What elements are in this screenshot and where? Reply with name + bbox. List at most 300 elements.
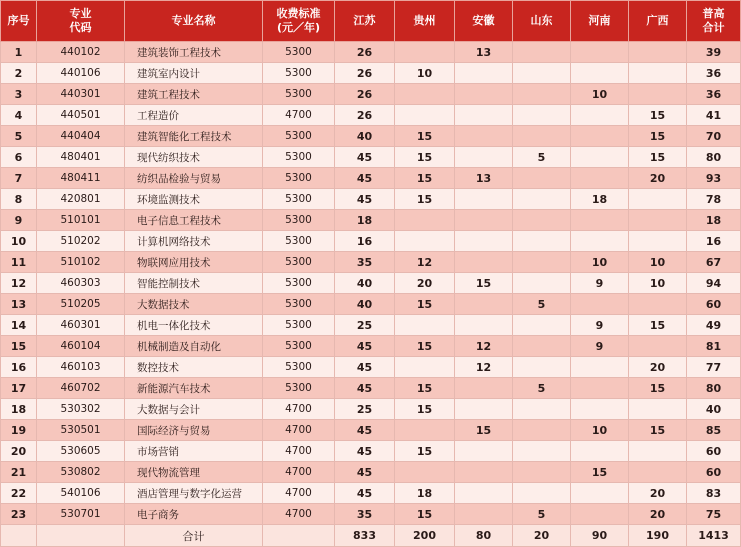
cell-code: 460301 xyxy=(37,315,125,336)
header-anhui: 安徽 xyxy=(455,1,513,42)
cell-guangxi: 15 xyxy=(629,105,687,126)
cell-shandong xyxy=(513,210,571,231)
cell-jiangsu: 40 xyxy=(335,294,395,315)
table-row xyxy=(1,315,741,336)
cell-total: 16 xyxy=(687,231,741,252)
cell-guizhou: 15 xyxy=(395,189,455,210)
cell-fee: 4700 xyxy=(263,462,335,483)
cell-seq: 13 xyxy=(1,294,37,315)
cell-total: 39 xyxy=(687,42,741,63)
table-row xyxy=(1,42,741,63)
table-row xyxy=(1,483,741,504)
cell-henan xyxy=(571,378,629,399)
cell-code: 480401 xyxy=(37,147,125,168)
cell-fee: 5300 xyxy=(263,357,335,378)
totals-fee xyxy=(263,525,335,547)
cell-code: 460104 xyxy=(37,336,125,357)
cell-total: 70 xyxy=(687,126,741,147)
cell-total: 80 xyxy=(687,378,741,399)
cell-anhui: 12 xyxy=(455,357,513,378)
cell-anhui xyxy=(455,462,513,483)
cell-guizhou: 15 xyxy=(395,378,455,399)
cell-total: 36 xyxy=(687,84,741,105)
totals-label: 合计 xyxy=(125,525,263,547)
cell-guizhou: 15 xyxy=(395,168,455,189)
cell-anhui: 13 xyxy=(455,42,513,63)
cell-name: 机电一体化技术 xyxy=(125,315,263,336)
cell-anhui xyxy=(455,399,513,420)
header-seq: 序号 xyxy=(1,1,37,42)
cell-seq: 6 xyxy=(1,147,37,168)
cell-jiangsu: 45 xyxy=(335,189,395,210)
cell-anhui: 12 xyxy=(455,336,513,357)
cell-shandong xyxy=(513,462,571,483)
table-row xyxy=(1,420,741,441)
cell-shandong: 5 xyxy=(513,294,571,315)
cell-shandong xyxy=(513,189,571,210)
header-total-line2: 合计 xyxy=(702,21,725,34)
cell-name: 国际经济与贸易 xyxy=(125,420,263,441)
table-row xyxy=(1,441,741,462)
cell-shandong: 5 xyxy=(513,504,571,525)
cell-henan: 10 xyxy=(571,84,629,105)
cell-name: 酒店管理与数字化运营 xyxy=(125,483,263,504)
cell-seq: 10 xyxy=(1,231,37,252)
cell-seq: 1 xyxy=(1,42,37,63)
cell-anhui xyxy=(455,105,513,126)
cell-jiangsu: 35 xyxy=(335,252,395,273)
cell-fee: 5300 xyxy=(263,315,335,336)
cell-henan xyxy=(571,441,629,462)
cell-name: 电子信息工程技术 xyxy=(125,210,263,231)
cell-seq: 11 xyxy=(1,252,37,273)
cell-henan xyxy=(571,231,629,252)
cell-guangxi xyxy=(629,399,687,420)
table-header xyxy=(1,1,741,42)
cell-fee: 5300 xyxy=(263,378,335,399)
cell-jiangsu: 26 xyxy=(335,105,395,126)
cell-total: 36 xyxy=(687,63,741,84)
cell-shandong xyxy=(513,252,571,273)
totals-henan: 90 xyxy=(571,525,629,547)
cell-total: 60 xyxy=(687,462,741,483)
cell-seq: 8 xyxy=(1,189,37,210)
totals-guizhou: 200 xyxy=(395,525,455,547)
cell-henan xyxy=(571,357,629,378)
table-row xyxy=(1,105,741,126)
cell-guangxi: 20 xyxy=(629,357,687,378)
totals-anhui: 80 xyxy=(455,525,513,547)
table-row xyxy=(1,294,741,315)
cell-seq: 12 xyxy=(1,273,37,294)
cell-guangxi: 10 xyxy=(629,273,687,294)
cell-shandong xyxy=(513,357,571,378)
cell-name: 现代纺织技术 xyxy=(125,147,263,168)
cell-guizhou xyxy=(395,210,455,231)
cell-guizhou xyxy=(395,231,455,252)
cell-shandong xyxy=(513,231,571,252)
cell-fee: 5300 xyxy=(263,189,335,210)
cell-total: 85 xyxy=(687,420,741,441)
cell-shandong xyxy=(513,42,571,63)
cell-name: 新能源汽车技术 xyxy=(125,378,263,399)
totals-jiangsu: 833 xyxy=(335,525,395,547)
cell-henan: 9 xyxy=(571,273,629,294)
cell-name: 计算机网络技术 xyxy=(125,231,263,252)
cell-shandong xyxy=(513,84,571,105)
cell-total: 49 xyxy=(687,315,741,336)
cell-fee: 5300 xyxy=(263,252,335,273)
cell-anhui: 15 xyxy=(455,273,513,294)
cell-code: 440102 xyxy=(37,42,125,63)
table-row xyxy=(1,210,741,231)
cell-guizhou xyxy=(395,462,455,483)
cell-fee: 5300 xyxy=(263,294,335,315)
cell-name: 建筑工程技术 xyxy=(125,84,263,105)
cell-anhui xyxy=(455,231,513,252)
cell-fee: 4700 xyxy=(263,105,335,126)
header-code-line2: 代码 xyxy=(69,21,92,34)
table-row xyxy=(1,504,741,525)
cell-guangxi xyxy=(629,441,687,462)
cell-seq: 23 xyxy=(1,504,37,525)
cell-seq: 2 xyxy=(1,63,37,84)
cell-total: 83 xyxy=(687,483,741,504)
cell-code: 460103 xyxy=(37,357,125,378)
table-row xyxy=(1,231,741,252)
header-name: 专业名称 xyxy=(125,1,263,42)
cell-jiangsu: 40 xyxy=(335,273,395,294)
table-row xyxy=(1,63,741,84)
table-row xyxy=(1,357,741,378)
header-jiangsu: 江苏 xyxy=(335,1,395,42)
cell-total: 78 xyxy=(687,189,741,210)
cell-name: 电子商务 xyxy=(125,504,263,525)
cell-fee: 5300 xyxy=(263,126,335,147)
cell-name: 物联网应用技术 xyxy=(125,252,263,273)
cell-jiangsu: 25 xyxy=(335,399,395,420)
cell-anhui xyxy=(455,189,513,210)
cell-henan xyxy=(571,126,629,147)
cell-seq: 5 xyxy=(1,126,37,147)
cell-anhui: 15 xyxy=(455,420,513,441)
table-row xyxy=(1,189,741,210)
header-total xyxy=(687,1,741,42)
cell-code: 460303 xyxy=(37,273,125,294)
cell-fee: 4700 xyxy=(263,420,335,441)
cell-guangxi: 15 xyxy=(629,147,687,168)
cell-guizhou: 15 xyxy=(395,294,455,315)
cell-guangxi xyxy=(629,336,687,357)
cell-anhui xyxy=(455,483,513,504)
cell-shandong xyxy=(513,336,571,357)
cell-guangxi xyxy=(629,294,687,315)
cell-shandong xyxy=(513,399,571,420)
cell-code: 530302 xyxy=(37,399,125,420)
cell-fee: 5300 xyxy=(263,147,335,168)
cell-henan xyxy=(571,504,629,525)
cell-guangxi xyxy=(629,231,687,252)
cell-henan xyxy=(571,399,629,420)
cell-henan xyxy=(571,483,629,504)
cell-jiangsu: 18 xyxy=(335,210,395,231)
cell-shandong xyxy=(513,483,571,504)
cell-code: 420801 xyxy=(37,189,125,210)
cell-seq: 21 xyxy=(1,462,37,483)
cell-guizhou: 15 xyxy=(395,336,455,357)
cell-name: 市场营销 xyxy=(125,441,263,462)
header-total-line1: 普高 xyxy=(702,7,725,20)
table-row xyxy=(1,336,741,357)
table-row xyxy=(1,84,741,105)
cell-code: 510205 xyxy=(37,294,125,315)
cell-anhui xyxy=(455,210,513,231)
cell-guizhou: 15 xyxy=(395,399,455,420)
cell-shandong xyxy=(513,63,571,84)
cell-guangxi xyxy=(629,42,687,63)
cell-seq: 15 xyxy=(1,336,37,357)
header-code-line1: 专业 xyxy=(69,7,92,20)
cell-shandong xyxy=(513,420,571,441)
cell-guizhou xyxy=(395,420,455,441)
cell-guizhou: 15 xyxy=(395,147,455,168)
cell-anhui xyxy=(455,126,513,147)
cell-shandong xyxy=(513,126,571,147)
cell-guangxi: 20 xyxy=(629,483,687,504)
cell-anhui xyxy=(455,294,513,315)
cell-fee: 5300 xyxy=(263,210,335,231)
cell-total: 80 xyxy=(687,147,741,168)
cell-jiangsu: 40 xyxy=(335,126,395,147)
cell-fee: 5300 xyxy=(263,84,335,105)
cell-henan xyxy=(571,42,629,63)
cell-anhui xyxy=(455,504,513,525)
cell-seq: 7 xyxy=(1,168,37,189)
cell-code: 510102 xyxy=(37,252,125,273)
header-fee-line2: (元／年) xyxy=(276,21,321,34)
cell-anhui: 13 xyxy=(455,168,513,189)
cell-fee: 5300 xyxy=(263,336,335,357)
table-row xyxy=(1,462,741,483)
cell-total: 93 xyxy=(687,168,741,189)
cell-shandong: 5 xyxy=(513,147,571,168)
totals-guangxi: 190 xyxy=(629,525,687,547)
cell-seq: 14 xyxy=(1,315,37,336)
cell-seq: 16 xyxy=(1,357,37,378)
cell-name: 工程造价 xyxy=(125,105,263,126)
cell-code: 530501 xyxy=(37,420,125,441)
header-henan: 河南 xyxy=(571,1,629,42)
cell-anhui xyxy=(455,315,513,336)
cell-fee: 4700 xyxy=(263,399,335,420)
cell-henan: 10 xyxy=(571,420,629,441)
cell-total: 94 xyxy=(687,273,741,294)
cell-henan xyxy=(571,294,629,315)
header-fee xyxy=(263,1,335,42)
cell-total: 67 xyxy=(687,252,741,273)
cell-fee: 5300 xyxy=(263,231,335,252)
cell-name: 纺织品检验与贸易 xyxy=(125,168,263,189)
totals-seq xyxy=(1,525,37,547)
cell-guizhou xyxy=(395,315,455,336)
cell-name: 现代物流管理 xyxy=(125,462,263,483)
cell-seq: 4 xyxy=(1,105,37,126)
cell-seq: 22 xyxy=(1,483,37,504)
cell-name: 智能控制技术 xyxy=(125,273,263,294)
cell-total: 18 xyxy=(687,210,741,231)
cell-jiangsu: 26 xyxy=(335,63,395,84)
cell-name: 机械制造及自动化 xyxy=(125,336,263,357)
cell-anhui xyxy=(455,84,513,105)
cell-code: 480411 xyxy=(37,168,125,189)
cell-code: 530701 xyxy=(37,504,125,525)
cell-jiangsu: 45 xyxy=(335,357,395,378)
cell-anhui xyxy=(455,147,513,168)
cell-guangxi xyxy=(629,210,687,231)
cell-seq: 17 xyxy=(1,378,37,399)
cell-jiangsu: 16 xyxy=(335,231,395,252)
cell-total: 77 xyxy=(687,357,741,378)
cell-guangxi: 15 xyxy=(629,315,687,336)
header-fee-line1: 收费标准 xyxy=(276,7,321,20)
cell-fee: 4700 xyxy=(263,504,335,525)
cell-guizhou: 12 xyxy=(395,252,455,273)
cell-code: 510202 xyxy=(37,231,125,252)
cell-guangxi: 20 xyxy=(629,168,687,189)
cell-guizhou xyxy=(395,84,455,105)
cell-seq: 9 xyxy=(1,210,37,231)
cell-guangxi xyxy=(629,84,687,105)
header-code xyxy=(37,1,125,42)
cell-shandong xyxy=(513,168,571,189)
cell-guizhou xyxy=(395,105,455,126)
cell-guangxi: 15 xyxy=(629,378,687,399)
cell-guizhou: 15 xyxy=(395,441,455,462)
cell-guizhou: 15 xyxy=(395,126,455,147)
cell-seq: 18 xyxy=(1,399,37,420)
table-row xyxy=(1,147,741,168)
totals-shandong: 20 xyxy=(513,525,571,547)
cell-shandong xyxy=(513,273,571,294)
table-row xyxy=(1,273,741,294)
cell-code: 530605 xyxy=(37,441,125,462)
cell-henan xyxy=(571,210,629,231)
header-guangxi: 广西 xyxy=(629,1,687,42)
cell-name: 大数据与会计 xyxy=(125,399,263,420)
table-row xyxy=(1,126,741,147)
cell-guangxi xyxy=(629,189,687,210)
cell-name: 环境监测技术 xyxy=(125,189,263,210)
cell-henan: 18 xyxy=(571,189,629,210)
totals-row xyxy=(1,525,741,547)
cell-jiangsu: 26 xyxy=(335,42,395,63)
cell-anhui xyxy=(455,441,513,462)
cell-guizhou xyxy=(395,42,455,63)
cell-code: 440106 xyxy=(37,63,125,84)
cell-shandong: 5 xyxy=(513,378,571,399)
cell-total: 40 xyxy=(687,399,741,420)
cell-code: 530802 xyxy=(37,462,125,483)
cell-shandong xyxy=(513,105,571,126)
cell-code: 440301 xyxy=(37,84,125,105)
cell-henan: 9 xyxy=(571,315,629,336)
cell-fee: 5300 xyxy=(263,273,335,294)
cell-name: 建筑室内设计 xyxy=(125,63,263,84)
header-row xyxy=(1,1,741,42)
cell-guangxi: 20 xyxy=(629,504,687,525)
cell-guangxi xyxy=(629,462,687,483)
cell-name: 建筑装饰工程技术 xyxy=(125,42,263,63)
cell-henan xyxy=(571,147,629,168)
cell-jiangsu: 45 xyxy=(335,483,395,504)
cell-seq: 3 xyxy=(1,84,37,105)
cell-total: 60 xyxy=(687,294,741,315)
cell-jiangsu: 45 xyxy=(335,168,395,189)
cell-guizhou: 10 xyxy=(395,63,455,84)
cell-guangxi xyxy=(629,63,687,84)
cell-anhui xyxy=(455,63,513,84)
table-body xyxy=(1,42,741,547)
cell-guangxi: 15 xyxy=(629,420,687,441)
table-row xyxy=(1,399,741,420)
cell-shandong xyxy=(513,315,571,336)
cell-fee: 4700 xyxy=(263,483,335,504)
totals-code xyxy=(37,525,125,547)
cell-guizhou xyxy=(395,357,455,378)
cell-seq: 19 xyxy=(1,420,37,441)
totals-total: 1413 xyxy=(687,525,741,547)
cell-fee: 5300 xyxy=(263,42,335,63)
cell-jiangsu: 25 xyxy=(335,315,395,336)
cell-henan xyxy=(571,63,629,84)
cell-name: 数控技术 xyxy=(125,357,263,378)
cell-jiangsu: 45 xyxy=(335,336,395,357)
cell-jiangsu: 45 xyxy=(335,147,395,168)
cell-henan: 9 xyxy=(571,336,629,357)
cell-fee: 5300 xyxy=(263,63,335,84)
cell-guizhou: 20 xyxy=(395,273,455,294)
cell-jiangsu: 45 xyxy=(335,378,395,399)
cell-guizhou: 18 xyxy=(395,483,455,504)
table-row xyxy=(1,378,741,399)
cell-jiangsu: 45 xyxy=(335,420,395,441)
header-shandong: 山东 xyxy=(513,1,571,42)
cell-jiangsu: 26 xyxy=(335,84,395,105)
cell-seq: 20 xyxy=(1,441,37,462)
cell-henan xyxy=(571,168,629,189)
cell-code: 460702 xyxy=(37,378,125,399)
cell-name: 大数据技术 xyxy=(125,294,263,315)
cell-jiangsu: 45 xyxy=(335,462,395,483)
cell-code: 540106 xyxy=(37,483,125,504)
cell-total: 75 xyxy=(687,504,741,525)
table-row xyxy=(1,252,741,273)
cell-total: 81 xyxy=(687,336,741,357)
table-row xyxy=(1,168,741,189)
cell-guangxi: 10 xyxy=(629,252,687,273)
cell-total: 60 xyxy=(687,441,741,462)
cell-anhui xyxy=(455,252,513,273)
cell-henan xyxy=(571,105,629,126)
cell-guangxi: 15 xyxy=(629,126,687,147)
cell-fee: 4700 xyxy=(263,441,335,462)
cell-jiangsu: 45 xyxy=(335,441,395,462)
cell-code: 510101 xyxy=(37,210,125,231)
cell-shandong xyxy=(513,441,571,462)
header-guizhou: 贵州 xyxy=(395,1,455,42)
cell-jiangsu: 35 xyxy=(335,504,395,525)
cell-henan: 15 xyxy=(571,462,629,483)
